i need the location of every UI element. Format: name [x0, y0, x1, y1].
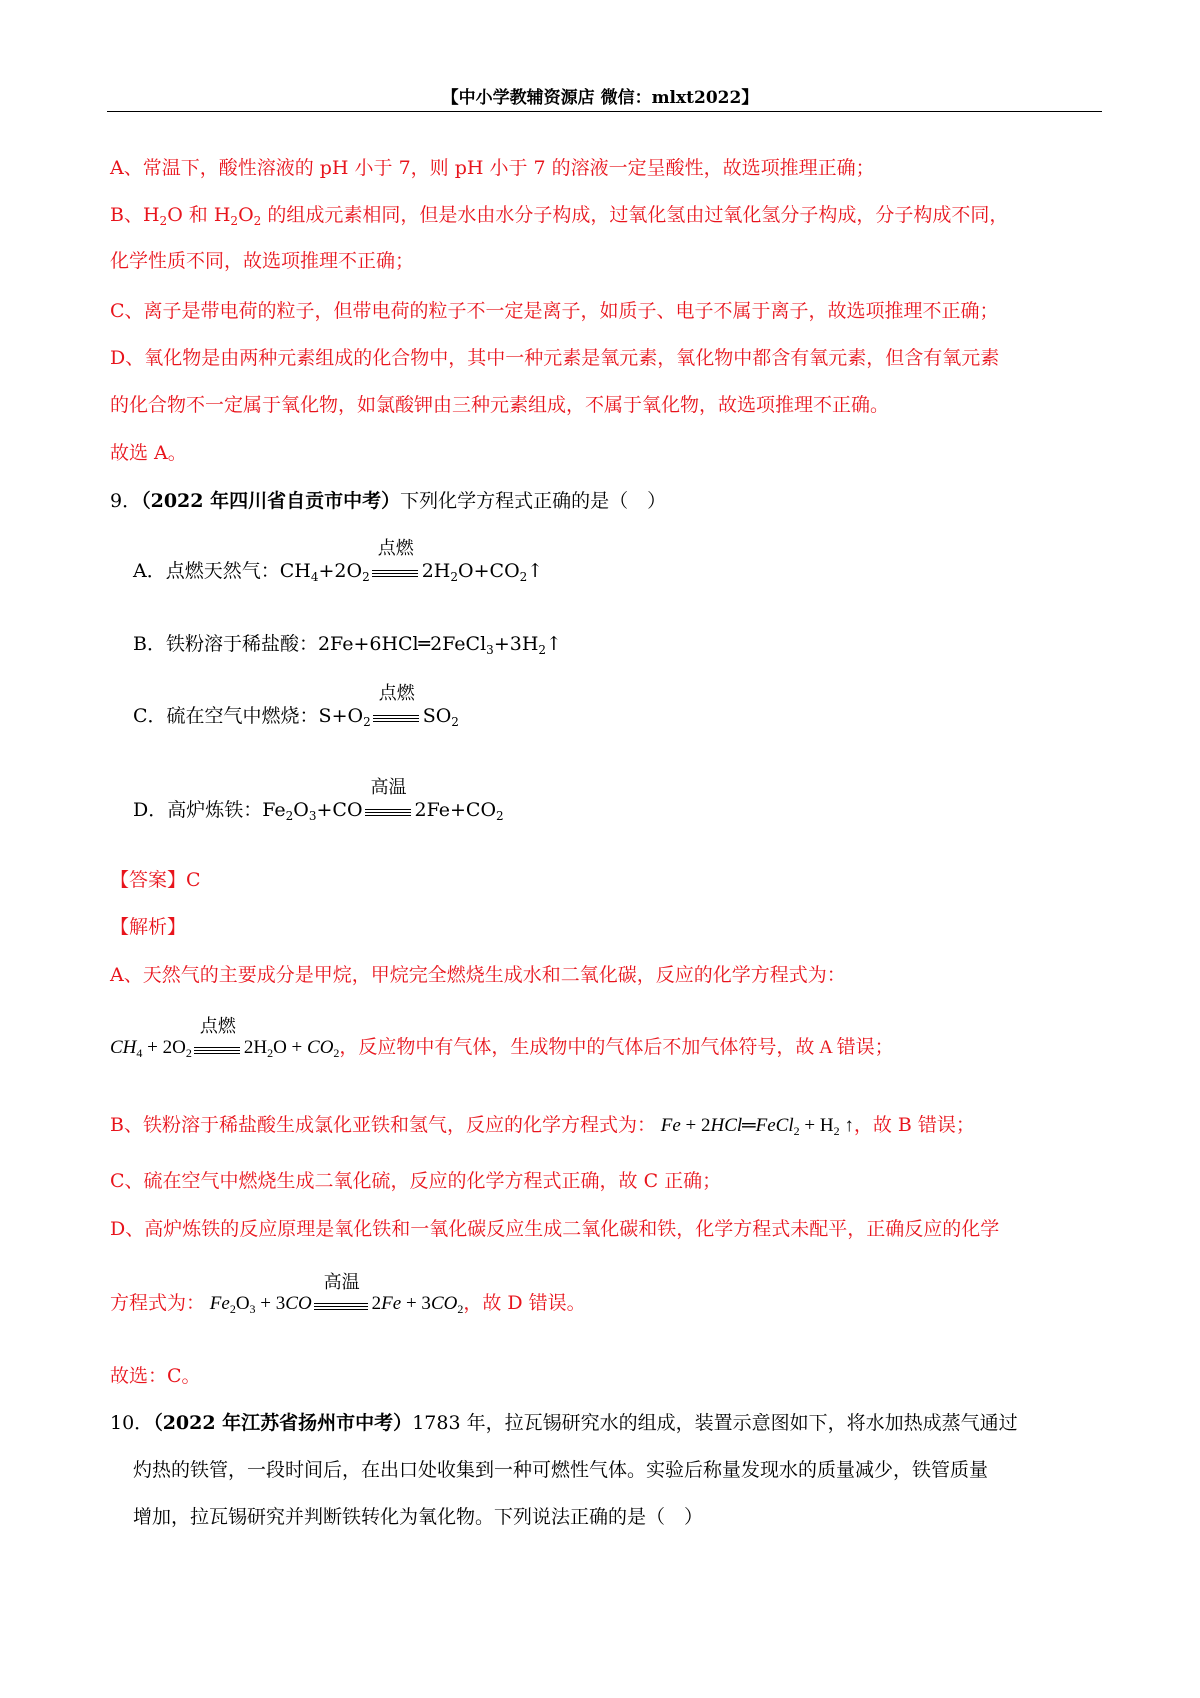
q10-stem-line1: 10．（2022 年江苏省扬州市中考）1783 年，拉瓦锡研究水的组成，装置示意图如下，将水加热成蒸气通过: [110, 1412, 1018, 1434]
q8-analysis-b1: B、$H_2O$ 和 $H_2O_2$ 的组成元素相同，但是水由水分子构成，过氧化氢由过氧化氢分子构成，分子构成不同，: [110, 204, 1009, 228]
q9-option-d: D．高炉炼铁：$Fe_2O_3+CO$ 高温 $2Fe+CO_2$: [133, 777, 504, 823]
q9-stem: 9．（2022 年四川省自贡市中考）下列化学方程式正确的是（ ）: [110, 490, 667, 512]
header-rule: [107, 111, 1102, 112]
q9-analysis-b: B、铁粉溶于稀盐酸生成氯化亚铁和氢气，反应的化学方程式为： Fe + 2HCl═FeCl$_2$ + $H_2$ ↑，故 B 错误；: [110, 1114, 975, 1138]
q9-option-a: A．点燃天然气：$CH_4+2O_2$ 点燃 $2H_2O+CO_2↑$: [133, 538, 544, 584]
q10-stem-line3: 增加，拉瓦锡研究并判断铁转化为氧化物。下列说法正确的是（ ）: [133, 1506, 704, 1528]
q8-analysis-a: A、常温下，酸性溶液的 pH 小于 7，则 pH 小于 7 的溶液一定呈酸性，故选项推理正确；: [110, 157, 875, 179]
q9-option-c: C．硫在空气中燃烧：$S+O_2$ 点燃 $SO_2$: [133, 683, 459, 729]
q8-analysis-d2: 的化合物不一定属于氧化物，如氯酸钾由三种元素组成，不属于氧化物，故选项推理不正确。: [110, 394, 890, 416]
q9-analysis-a1: A、天然气的主要成分是甲烷，甲烷完全燃烧生成水和二氧化碳，反应的化学方程式为：: [110, 964, 846, 986]
q10-stem-line2: 灼热的铁管，一段时间后，在出口处收集到一种可燃性气体。实验后称量发现水的质量减少，铁管质量: [133, 1459, 989, 1481]
q9-analysis-d1: D、高炉炼铁的反应原理是氧化铁和一氧化碳反应生成二氧化碳和铁，化学方程式未配平，正确反应的化学: [110, 1218, 1000, 1240]
q9-answer: 【答案】C: [110, 869, 201, 891]
q9-option-b: B．铁粉溶于稀盐酸：$2Fe+6HCl═2FeCl_3+3H_2↑$: [133, 633, 562, 657]
q9-analysis-c: C、硫在空气中燃烧生成二氧化硫，反应的化学方程式正确，故 C 正确；: [110, 1170, 722, 1192]
q9-analysis-a2: $CH_4 + 2O_2$ 点燃 $2H_2O + CO_2$，反应物中有气体，生成物中的气体后不加气体符号，故 A 错误；: [110, 1015, 894, 1060]
q8-choice: 故选 A。: [110, 442, 187, 464]
q8-analysis-d1: D、氧化物是由两种元素组成的化合物中，其中一种元素是氧元素，氧化物中都含有氧元素，但含有氧元素: [110, 347, 1000, 369]
q9-analysis-d2: 方程式为： $Fe_2O_3 + 3CO$ 高温 $2Fe + 3CO_2$，故 D 错误。: [110, 1271, 586, 1316]
q9-analysis-title: 【解析】: [110, 916, 187, 938]
q8-analysis-c: C、离子是带电荷的粒子，但带电荷的粒子不一定是离子，如质子、电子不属于离子，故选项推理不正确；: [110, 300, 999, 322]
page-header: 【中小学教辅资源店 微信：mlxt2022】: [441, 88, 759, 108]
q9-choice: 故选：C。: [110, 1365, 201, 1387]
q8-analysis-b2: 化学性质不同，故选项推理不正确；: [110, 250, 415, 272]
